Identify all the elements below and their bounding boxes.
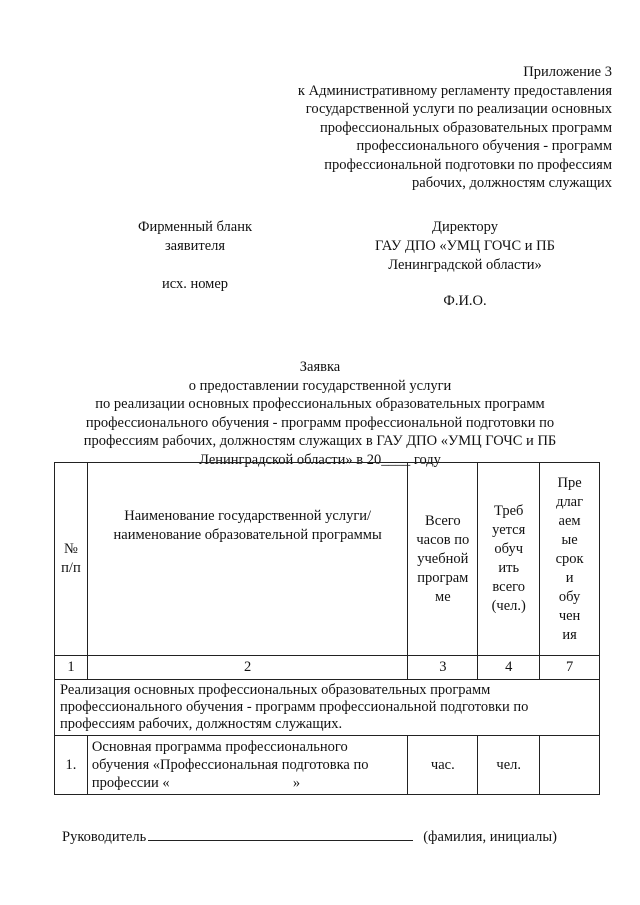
title-line: Заявка [299,359,341,375]
col-number: 3 [408,656,478,680]
col-number: 1 [55,656,88,680]
title-line: Ленинградской области» в 20____ году [199,451,441,468]
header-row [55,463,600,656]
section-row [55,680,600,736]
term-cell [540,736,600,795]
outgoing-number: исх. номер [161,276,229,292]
addressee-fio: Ф.И.О. [443,293,487,309]
column-numbers-row [55,656,600,680]
title-line: профессионального обучения - программ профессиональной подготовки по [85,414,555,431]
header-name: Наименование государственной услуги/ наименование образовательной программы [87,463,407,656]
letterhead-block [120,218,270,294]
addressee-line: Директору [432,219,498,235]
signature-blank [148,826,413,841]
annex-line: к Административному регламенту предоставления [297,82,612,99]
signature-hint: (фамилия, инициалы) [423,829,557,845]
annex-line: профессиональной подготовки по профессиям [324,156,612,173]
row-number: 1. [55,736,88,795]
annex-line: профессиональных образовательных программ [319,119,612,136]
people-cell: чел. [478,736,540,795]
application-title [60,358,580,469]
header-term: Пре длаг аем ые срок и обу чен ия [540,463,600,656]
table-row [55,736,600,795]
title-line: профессиям рабочих, должностям служащих в ГАУ ДПО «УМЦ ГОЧС и ПБ [83,433,557,449]
annex-line: Приложение 3 [523,64,612,80]
header-num: № п/п [55,463,88,656]
annex-line: рабочих, должностям служащих [412,175,612,191]
letterhead-line: заявителя [164,238,226,254]
program-name: Основная программа профессионального обучения «Профессиональная подготовка по профессии « » [87,736,407,795]
addressee-line: Ленинградской области» [388,257,542,273]
section-title: Реализация основных профессиональных образовательных программ профессионального обучения - программ профессиональной подготовки по профессиям рабочих, должностям служащих. [55,680,600,736]
annex-header [192,63,612,193]
services-table [54,462,600,795]
signature-label: Руководитель [62,829,147,845]
col-number: 4 [478,656,540,680]
annex-line: профессионального обучения - программ [356,138,612,154]
signature-line [62,826,602,846]
hours-cell: час. [408,736,478,795]
header-hours: Всего часов по учебной програм ме [408,463,478,656]
addressee-line: ГАУ ДПО «УМЦ ГОЧС и ПБ [375,238,555,254]
header-required: Треб уется обуч ить всего (чел.) [478,463,540,656]
letterhead-line: Фирменный бланк [138,219,252,235]
col-number: 7 [540,656,600,680]
annex-line: государственной услуги по реализации основных [305,101,612,117]
title-line: о предоставлении государственной услуги [188,377,452,394]
addressee-block [350,218,580,311]
title-line: по реализации основных профессиональных образовательных программ [95,396,545,412]
col-number: 2 [87,656,407,680]
